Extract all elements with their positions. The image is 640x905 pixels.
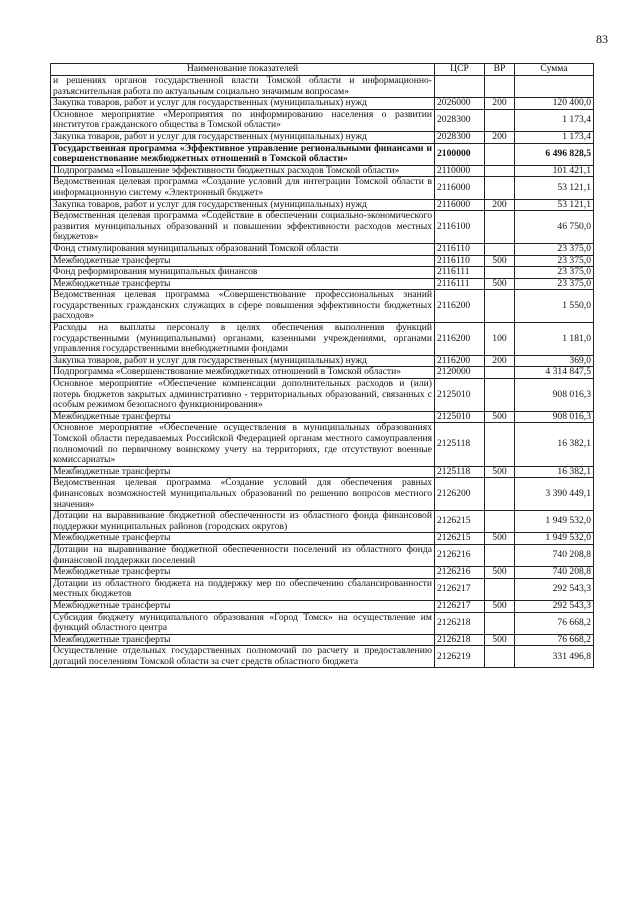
row-sum-cell: 76 668,2 [515,634,594,646]
row-name-cell: Межбюджетные трансферты [51,567,435,579]
row-vr-cell: 100 [485,323,515,356]
table-row [51,544,594,566]
row-vr-cell [485,243,515,255]
row-vr-cell: 500 [485,255,515,267]
row-name-cell: Закупка товаров, работ и услуг для государственных (муниципальных) нужд [51,199,435,211]
row-name-cell: Закупка товаров, работ и услуг для государственных (муниципальных) нужд [51,131,435,143]
row-name-cell: Государственная программа «Эффективное управление региональными финансами и совершенствование межбюджетных отношений в Томской области» [51,143,435,165]
table-row [51,211,594,244]
row-code-cell: 2028300 [435,109,485,131]
row-name-cell: Межбюджетные трансферты [51,533,435,545]
row-name-cell: Межбюджетные трансферты [51,411,435,423]
row-vr-cell [485,267,515,279]
row-name-cell: Субсидия бюджету муниципального образования «Город Томск» на осуществление им функций областного центра [51,612,435,634]
row-name-cell: Межбюджетные трансферты [51,600,435,612]
row-name-cell: Расходы на выплаты персоналу в целях обеспечения выполнения функций государственными (муниципальными) органами, казенными учреждениями, органами управления государственными внебюджетными фондами [51,323,435,356]
budget-table [50,63,594,668]
row-vr-cell: 200 [485,131,515,143]
row-sum-cell: 16 382,1 [515,423,594,466]
row-sum-cell: 331 496,8 [515,646,594,668]
row-sum-cell: 46 750,0 [515,211,594,244]
table-row [51,98,594,110]
table-row [51,367,594,379]
table-row [51,612,594,634]
row-sum-cell: 53 121,1 [515,177,594,199]
row-code-cell: 2125118 [435,466,485,478]
row-name-cell: Основное мероприятие «Мероприятия по информированию населения о развитии институтов гражданского общества в Томской области» [51,109,435,131]
row-sum-cell: 6 496 828,5 [515,143,594,165]
row-code-cell: 2126218 [435,634,485,646]
row-sum-cell: 76 668,2 [515,612,594,634]
row-name-cell: Ведомственная целевая программа «Создание условий для обеспечения равных финансовых возможностей муниципальных образований по решению вопросов местного значения» [51,478,435,511]
table-row [51,131,594,143]
table-row [51,199,594,211]
row-vr-cell [485,211,515,244]
header-vr: ВР [485,64,515,76]
row-sum-cell: 23 375,0 [515,267,594,279]
row-sum-cell: 369,0 [515,355,594,367]
row-vr-cell [485,612,515,634]
row-sum-cell: 1 949 532,0 [515,511,594,533]
row-code-cell: 2100000 [435,143,485,165]
table-row [51,567,594,579]
row-sum-cell: 740 208,8 [515,567,594,579]
row-name-cell: Ведомственная целевая программа «Совершенствование профессиональных знаний государственных гражданских служащих в сфере повышения эффективности бюджетных расходов» [51,290,435,323]
header-name: Наименование показателей [51,64,435,76]
row-code-cell: 2116111 [435,278,485,290]
row-sum-cell: 908 016,3 [515,411,594,423]
row-code-cell: 2125118 [435,423,485,466]
row-code-cell: 2126215 [435,533,485,545]
row-vr-cell: 500 [485,278,515,290]
table-row [51,278,594,290]
row-sum-cell: 101 421,1 [515,165,594,177]
row-sum-cell: 4 314 847,5 [515,367,594,379]
row-code-cell: 2116200 [435,323,485,356]
row-code-cell: 2126219 [435,646,485,668]
row-vr-cell: 500 [485,411,515,423]
row-code-cell: 2126215 [435,511,485,533]
table-row [51,177,594,199]
row-vr-cell [485,511,515,533]
row-code-cell: 2125010 [435,411,485,423]
row-sum-cell: 1 181,0 [515,323,594,356]
row-sum-cell: 740 208,8 [515,544,594,566]
table-row [51,323,594,356]
row-sum-cell: 53 121,1 [515,199,594,211]
table-row [51,423,594,466]
table-header-row [51,64,594,76]
row-code-cell: 2116111 [435,267,485,279]
row-sum-cell: 1 173,4 [515,109,594,131]
table-row [51,355,594,367]
row-sum-cell: 292 543,3 [515,600,594,612]
row-sum-cell [515,76,594,98]
row-name-cell: Межбюджетные трансферты [51,255,435,267]
table-row [51,109,594,131]
row-name-cell: Межбюджетные трансферты [51,634,435,646]
table-row [51,143,594,165]
row-vr-cell [485,290,515,323]
row-vr-cell: 500 [485,567,515,579]
row-vr-cell [485,578,515,600]
row-name-cell: Закупка товаров, работ и услуг для государственных (муниципальных) нужд [51,355,435,367]
row-sum-cell: 16 382,1 [515,466,594,478]
row-vr-cell [485,177,515,199]
row-code-cell: 2126217 [435,600,485,612]
table-row [51,243,594,255]
row-code-cell: 2120000 [435,367,485,379]
row-sum-cell: 120 400,0 [515,98,594,110]
row-name-cell: Подпрограмма «Повышение эффективности бюджетных расходов Томской области» [51,165,435,177]
table-row [51,466,594,478]
table-row [51,165,594,177]
row-code-cell: 2116200 [435,290,485,323]
table-row [51,600,594,612]
row-vr-cell [485,646,515,668]
row-sum-cell: 1 550,0 [515,290,594,323]
row-code-cell: 2116110 [435,255,485,267]
row-code-cell: 2110000 [435,165,485,177]
row-name-cell: Фонд стимулирования муниципальных образований Томской области [51,243,435,255]
row-sum-cell: 3 390 449,1 [515,478,594,511]
table-row [51,533,594,545]
table-row [51,411,594,423]
row-code-cell [435,76,485,98]
row-code-cell: 2116000 [435,177,485,199]
page-number: 83 [596,32,608,46]
row-code-cell: 2026000 [435,98,485,110]
row-sum-cell: 23 375,0 [515,243,594,255]
table-row [51,511,594,533]
row-code-cell: 2116000 [435,199,485,211]
row-code-cell: 2126217 [435,578,485,600]
row-vr-cell: 500 [485,634,515,646]
table-row [51,290,594,323]
row-code-cell: 2126216 [435,567,485,579]
row-name-cell: Межбюджетные трансферты [51,278,435,290]
row-sum-cell: 1 949 532,0 [515,533,594,545]
row-vr-cell: 200 [485,355,515,367]
row-name-cell: Дотации на выравнивание бюджетной обеспеченности из областного фонда финансовой поддержки муниципальных районов (городских округов) [51,511,435,533]
table-row [51,379,594,412]
row-name-cell: Основное мероприятие «Обеспечение осуществления в муниципальных образованиях Томской области передаваемых Российской Федерацией органам местного самоуправления полномочий по первичному воинскому учету на территориях, где отсутствуют военные комиссариаты» [51,423,435,466]
row-name-cell: и решениях органов государственной власти Томской области и информационно-разъяснительная работа по актуальным социально значимым вопросам» [51,76,435,98]
row-vr-cell: 500 [485,466,515,478]
table-row [51,76,594,98]
row-name-cell: Подпрограмма «Совершенствование межбюджетных отношений в Томской области» [51,367,435,379]
row-sum-cell: 908 016,3 [515,379,594,412]
row-name-cell: Фонд реформирования муниципальных финансов [51,267,435,279]
row-sum-cell: 1 173,4 [515,131,594,143]
row-code-cell: 2126200 [435,478,485,511]
row-code-cell: 2116200 [435,355,485,367]
row-name-cell: Закупка товаров, работ и услуг для государственных (муниципальных) нужд [51,98,435,110]
table-row [51,255,594,267]
row-vr-cell: 500 [485,600,515,612]
row-name-cell: Дотации на выравнивание бюджетной обеспеченности поселений из областного фонда финансовой поддержки поселений [51,544,435,566]
row-code-cell: 2126218 [435,612,485,634]
row-vr-cell [485,423,515,466]
table-row [51,267,594,279]
row-sum-cell: 292 543,3 [515,578,594,600]
table-row [51,634,594,646]
table-row [51,646,594,668]
row-code-cell: 2125010 [435,379,485,412]
row-vr-cell [485,165,515,177]
row-sum-cell: 23 375,0 [515,255,594,267]
row-name-cell: Дотации из областного бюджета на поддержку мер по обеспечению сбалансированности местных бюджетов [51,578,435,600]
row-code-cell: 2116110 [435,243,485,255]
table-body [51,76,594,668]
row-code-cell: 2116100 [435,211,485,244]
row-code-cell: 2028300 [435,131,485,143]
row-name-cell: Ведомственная целевая программа «Создание условий для интеграции Томской области в информационную систему «Электронный бюджет» [51,177,435,199]
row-name-cell: Ведомственная целевая программа «Содействие в обеспечении социально-экономического развития муниципальных образований и повышении эффективности расходов местных бюджетов» [51,211,435,244]
row-vr-cell [485,367,515,379]
row-code-cell: 2126216 [435,544,485,566]
table-row [51,478,594,511]
header-sum: Сумма [515,64,594,76]
row-name-cell: Основное мероприятие «Обеспечение компенсации дополнительных расходов и (или) потерь бюджетов закрытых административно - территориальных образований, связанных с особым режимом безопасного функционирования» [51,379,435,412]
row-vr-cell [485,379,515,412]
row-name-cell: Осуществление отдельных государственных полномочий по расчету и предоставлению дотаций поселениям Томской области за счет средств областного бюджета [51,646,435,668]
row-vr-cell: 500 [485,533,515,545]
row-sum-cell: 23 375,0 [515,278,594,290]
header-code: ЦСР [435,64,485,76]
row-vr-cell [485,478,515,511]
row-vr-cell [485,76,515,98]
row-vr-cell: 200 [485,199,515,211]
row-vr-cell [485,544,515,566]
row-vr-cell: 200 [485,98,515,110]
table-row [51,578,594,600]
row-vr-cell [485,143,515,165]
row-vr-cell [485,109,515,131]
row-name-cell: Межбюджетные трансферты [51,466,435,478]
